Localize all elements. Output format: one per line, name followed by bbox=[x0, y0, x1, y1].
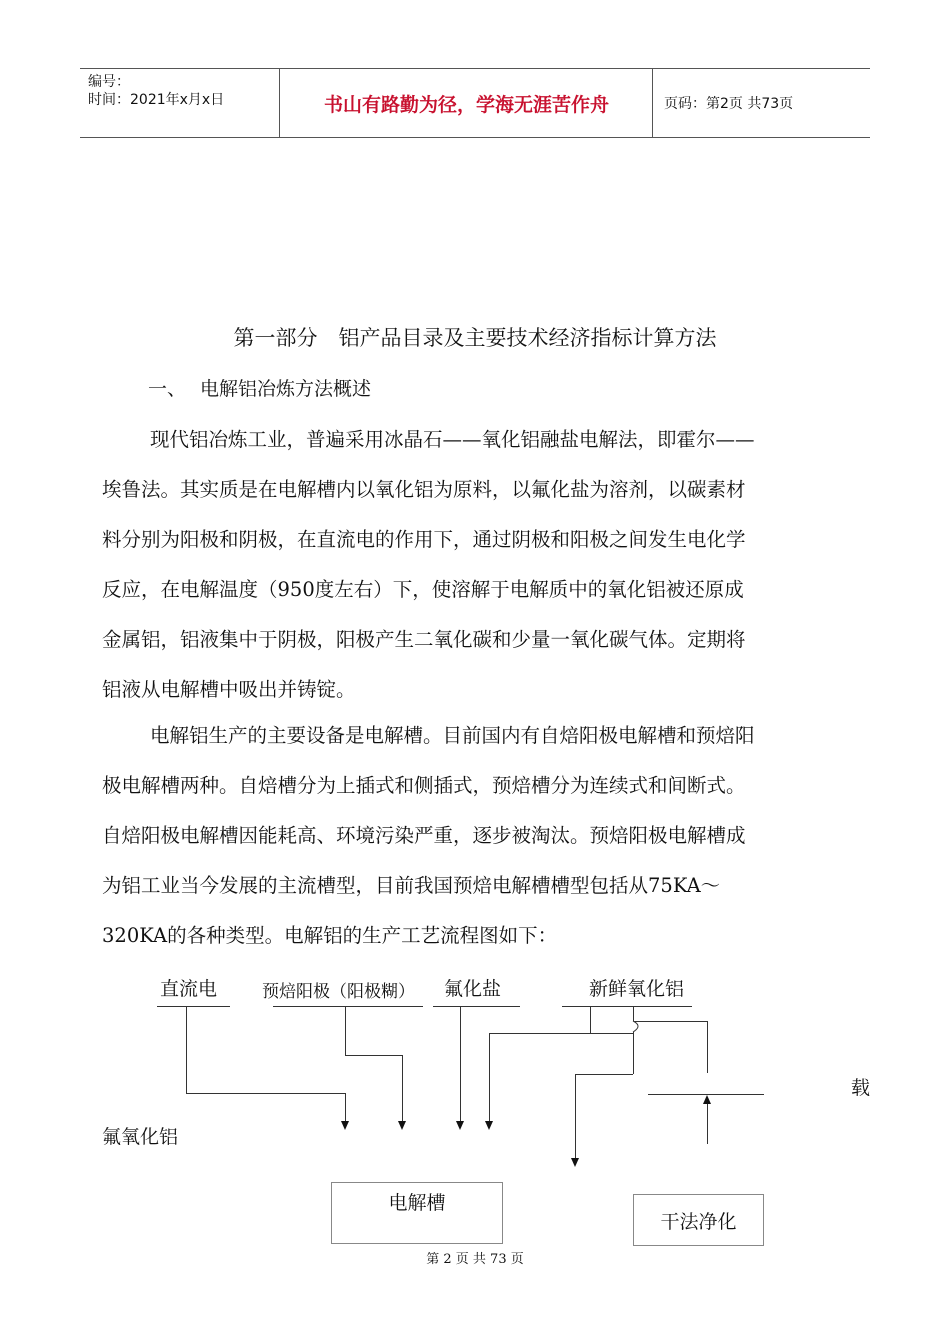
flow-label-prebaked-anode: 预焙阳极（阳极糊） bbox=[262, 982, 415, 1002]
box-label: 电解槽 bbox=[388, 1191, 446, 1214]
connector-line bbox=[489, 1033, 634, 1034]
box-electrolytic-cell bbox=[331, 1182, 503, 1244]
connector-line bbox=[707, 1021, 708, 1073]
connector-line bbox=[402, 1055, 403, 1121]
line-hop-icon bbox=[627, 1019, 647, 1049]
paragraph-line: 极电解槽两种。自焙槽分为上插式和侧插式，预焙槽分为连续式和间断式。 bbox=[102, 774, 746, 797]
section-title: 电解铝冶炼方法概述 bbox=[200, 378, 372, 400]
connector-line bbox=[460, 1007, 461, 1121]
arrow-down-icon bbox=[456, 1121, 464, 1130]
document-title: 第一部分 铝产品目录及主要技术经济指标计算方法 bbox=[233, 326, 717, 350]
paragraph-line: 铝液从电解槽中吸出并铸锭。 bbox=[102, 678, 356, 701]
connector-line bbox=[590, 1007, 591, 1033]
flow-label-fluoride-salt: 氟化盐 bbox=[444, 978, 502, 1000]
paragraph-line: 埃鲁法。其实质是在电解槽内以氧化铝为原料，以氟化盐为溶剂，以碳素材 bbox=[102, 478, 746, 501]
connector-line bbox=[575, 1074, 633, 1075]
arrow-down-icon bbox=[341, 1121, 349, 1130]
paragraph-line: 电解铝生产的主要设备是电解槽。目前国内有自焙阳极电解槽和预焙阳 bbox=[150, 724, 755, 747]
flow-label-dc-power: 直流电 bbox=[160, 978, 218, 1000]
paragraph-line: 320KA的各种类型。电解铝的生产工艺流程图如下： bbox=[102, 924, 558, 947]
connector-line bbox=[489, 1033, 490, 1121]
header-meta bbox=[80, 69, 280, 137]
connector-line bbox=[707, 1104, 708, 1144]
number-label: 编号： bbox=[88, 74, 130, 90]
connector-line bbox=[186, 1007, 187, 1093]
arrow-down-icon bbox=[398, 1121, 406, 1130]
flow-label-fresh-alumina: 新鲜氧化铝 bbox=[589, 978, 685, 1000]
connector-line bbox=[186, 1093, 345, 1094]
underline-fresh-alumina bbox=[562, 1006, 692, 1007]
box-dry-purification bbox=[633, 1194, 764, 1246]
underline-prebaked-anode bbox=[273, 1006, 423, 1007]
underline-dc-power bbox=[157, 1006, 230, 1007]
paragraph-line: 现代铝冶炼工业，普遍采用冰晶石——氧化铝融盐电解法，即霍尔—— bbox=[150, 428, 755, 451]
connector-line bbox=[345, 1007, 346, 1055]
connector-line bbox=[575, 1074, 576, 1158]
time-label: 时间：2021年x月x日 bbox=[88, 92, 225, 108]
arrow-down-icon bbox=[485, 1121, 493, 1130]
section-heading bbox=[148, 374, 371, 401]
section-number: 一、 bbox=[148, 378, 187, 400]
paragraph-line: 反应，在电解温度（950度左右）下，使溶解于电解质中的氧化铝被还原成 bbox=[102, 578, 744, 601]
paragraph-line: 为铝工业当今发展的主流槽型，目前我国预焙电解槽槽型包括从75KA～ bbox=[102, 874, 721, 897]
flow-label-fluorinated-alumina: 氟氧化铝 bbox=[102, 1126, 179, 1148]
connector-line bbox=[634, 1021, 707, 1022]
connector-line bbox=[345, 1093, 346, 1121]
underline-fluoride-salt bbox=[433, 1006, 520, 1007]
flow-label-loaded: 载 bbox=[851, 1077, 871, 1099]
box-label: 干法净化 bbox=[660, 1210, 737, 1233]
paragraph-line: 料分别为阳极和阴极，在直流电的作用下，通过阴极和阳极之间发生电化学 bbox=[102, 528, 746, 551]
header-motto: 书山有路勤为径，学海无涯苦作舟 bbox=[281, 69, 653, 137]
paragraph-1 bbox=[102, 415, 846, 715]
page-header bbox=[80, 68, 870, 138]
paragraph-line: 自焙阳极电解槽因能耗高、环境污染严重，逐步被淘汰。预焙阳极电解槽成 bbox=[102, 824, 746, 847]
paragraph-2 bbox=[102, 711, 846, 961]
connector-line bbox=[633, 1032, 634, 1074]
arrow-up-icon bbox=[703, 1095, 711, 1104]
header-page-info: 页码：第2页 共73页 bbox=[664, 96, 794, 112]
arrow-down-icon bbox=[571, 1158, 579, 1167]
page-footer: 第 2 页 共 73 页 bbox=[426, 1252, 524, 1267]
paragraph-line: 金属铝，铝液集中于阴极，阳极产生二氧化碳和少量一氧化碳气体。定期将 bbox=[102, 628, 746, 651]
connector-line bbox=[345, 1055, 402, 1056]
